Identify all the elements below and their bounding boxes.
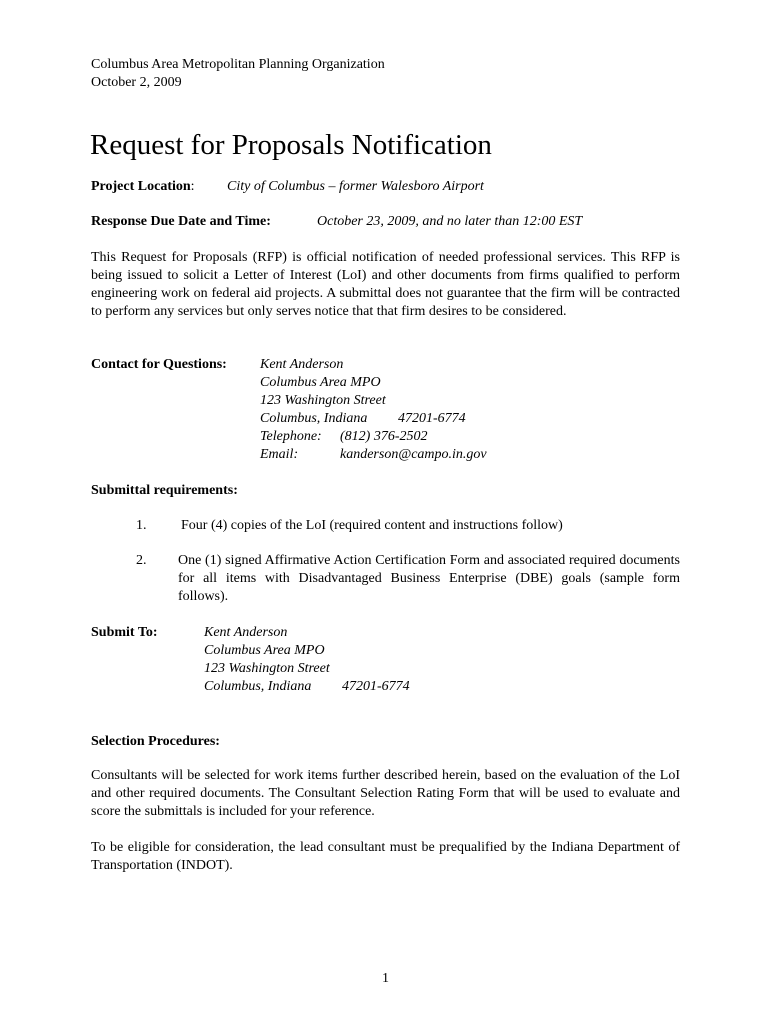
submit-to-zip: 47201-6774 (342, 679, 410, 694)
contact-city: Columbus, Indiana (260, 411, 368, 426)
submittal-heading: Submittal requirements: (91, 483, 238, 498)
submit-to-name: Kent Anderson (204, 625, 288, 640)
intro-paragraph: This Request for Proposals (RFP) is official notification of needed professional services. This RFP is being issued to solicit a Letter of Interest (LoI) and other documents from firms qualified to perform engineering work on federal aid projects. A submittal does not guarantee that the firm will be contracted to perform any services but only serves notice that that firm desires to be considered. (91, 250, 680, 319)
submit-to-city: Columbus, Indiana (204, 679, 312, 694)
contact-email-label: Email: (260, 447, 299, 462)
page-number: 1 (382, 971, 389, 986)
contact-phone: (812) 376-2502 (340, 429, 428, 444)
contact-phone-label: Telephone: (260, 429, 322, 444)
selection-heading: Selection Procedures: (91, 734, 220, 749)
contact-label: Contact for Questions: (91, 357, 227, 372)
submit-to-label: Submit To: (91, 625, 158, 640)
header-date: October 2, 2009 (91, 75, 182, 90)
submittal-item-2-num: 2. (136, 553, 147, 568)
selection-paragraph-2: To be eligible for consideration, the lead consultant must be prequalified by the Indiana Department of Transportation (INDOT). (91, 840, 680, 873)
project-location-colon: : (190, 179, 195, 194)
page-title: Request for Proposals Notification (90, 129, 492, 161)
response-due-value: October 23, 2009, and no later than 12:00 EST (317, 214, 583, 229)
selection-paragraph-1: Consultants will be selected for work items further described herein, based on the evaluation of the LoI and other required documents. The Consultant Selection Rating Form that will be used to evaluate and score the submittals is included for your reference. (91, 768, 680, 819)
project-location-label-text: Project Location (91, 179, 191, 194)
project-location-label (91, 178, 195, 196)
submittal-item-1-num: 1. (136, 518, 147, 533)
response-due-label: Response Due Date and Time: (91, 214, 271, 229)
contact-org: Columbus Area MPO (260, 375, 381, 390)
submit-to-street: 123 Washington Street (204, 661, 330, 676)
project-location-value: City of Columbus – former Walesboro Airport (227, 179, 484, 194)
submittal-item-1-text: Four (4) copies of the LoI (required content and instructions follow) (181, 518, 563, 533)
contact-zip: 47201-6774 (398, 411, 466, 426)
submittal-item-2-text: One (1) signed Affirmative Action Certification Form and associated required documents for all items with Disadvantaged Business Enterprise (DBE) goals (sample form follows). (178, 553, 680, 604)
contact-street: 123 Washington Street (260, 393, 386, 408)
submit-to-org: Columbus Area MPO (204, 643, 325, 658)
header-org: Columbus Area Metropolitan Planning Organization (91, 57, 385, 72)
contact-name: Kent Anderson (260, 357, 344, 372)
contact-email: kanderson@campo.in.gov (340, 447, 487, 462)
